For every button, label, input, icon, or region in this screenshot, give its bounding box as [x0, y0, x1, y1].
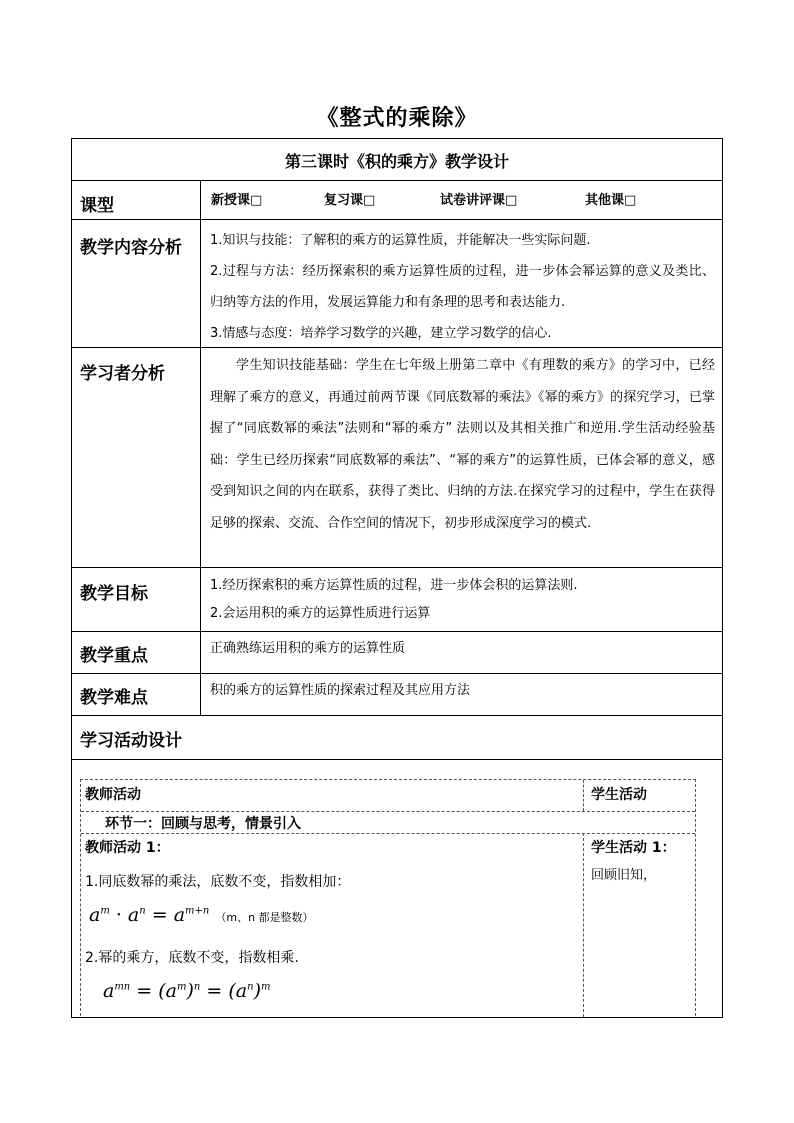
row-divider — [72, 673, 722, 674]
content-analysis-text — [210, 225, 715, 349]
lesson-type-exam: 试卷讲评课□ — [440, 193, 518, 208]
row-divider — [72, 715, 722, 716]
content-analysis-label: 教学内容分析 — [80, 238, 182, 258]
row-divider — [72, 631, 722, 632]
activity-divider — [81, 833, 695, 834]
formula-1-note: （m、n 都是整数） — [215, 911, 314, 924]
review-item-2: 2.幂的乘方，底数不变，指数相乘. — [85, 950, 299, 966]
row-divider — [72, 567, 722, 568]
activity-divider — [81, 811, 695, 812]
activity-column-divider — [583, 833, 584, 1017]
lesson-type-new: 新授课□ — [211, 193, 263, 208]
column-divider — [200, 180, 201, 715]
content-item-1: 1.知识与技能：了解积的乘方的运算性质，并能解决一些实际问题. — [210, 233, 591, 248]
objective-item-1: 1.经历探索积的乘方运算性质的过程，进一步体会积的运算法则. — [210, 578, 578, 593]
teacher-activity-1-title: 教师活动 1： — [85, 840, 170, 856]
objective-item-2: 2.会运用积的乘方的运算性质进行运算 — [210, 606, 431, 621]
lesson-type-review: 复习课□ — [324, 193, 376, 208]
teacher-activity-header: 教师活动 — [85, 787, 141, 803]
objectives-text — [210, 572, 715, 628]
learner-analysis-label: 学习者分析 — [80, 364, 165, 384]
student-activity-1-note: 回顾旧知， — [591, 868, 657, 883]
student-activity-1-title: 学生活动 1： — [591, 840, 676, 856]
row-divider — [72, 180, 722, 181]
key-point-label: 教学重点 — [80, 646, 148, 666]
objectives-label: 教学目标 — [80, 584, 148, 604]
activity-design-label: 学习活动设计 — [80, 731, 182, 751]
lesson-type-label: 课型 — [80, 196, 114, 216]
lesson-plan-table — [71, 138, 723, 1018]
row-divider — [72, 219, 722, 220]
difficulty-label: 教学难点 — [80, 688, 148, 708]
content-item-2: 2.过程与方法：经历探索积的乘方运算性质的过程，进一步体会幂运算的意义及类比、归纳等方法的作用，发展运算能力和有条理的思考和表达能力. — [210, 264, 715, 310]
student-activity-header: 学生活动 — [591, 787, 647, 803]
lesson-subtitle: 第三课时《积的乘方》教学设计 — [284, 152, 509, 171]
key-point-text: 正确熟练运用积的乘方的运算性质 — [210, 641, 406, 656]
difficulty-text: 积的乘方的运算性质的探索过程及其应用方法 — [210, 683, 471, 698]
formula-power-of-power: $a^{mn} = (a^m)^n = (a^n)^m$ — [103, 980, 271, 1002]
formula-same-base-multiplication: $a^m \cdot a^n = a^{m+n}$ （m、n 都是整数） — [89, 904, 314, 926]
activity-table — [80, 779, 696, 1016]
review-item-1: 1.同底数幂的乘法，底数不变，指数相加： — [85, 874, 351, 890]
learner-analysis-text: 学生知识技能基础：学生在七年级上册第二章中《有理数的乘方》的学习中，已经理解了乘方的意义，再通过前两节课《同底数幂的乘法》《幂的乘方》的探究学习，已掌握了“同底数幂的乘法”法则和“幂的乘方” 法则以及其相关推广和逆用.学生活动经验基础：学生已经历探索“同底数幂的乘法”、“幂的乘方”的运算性质，已体会幂的意义，感受到知识之间的内在联系，获得了类比、归纳的方法.在探究学习的过程中，学生在获得足够的探索、交流、合作空间的情况下，初步形成深度学习的模式. — [210, 358, 715, 531]
lesson-type-other: 其他课□ — [585, 193, 637, 208]
segment-1-title: 环节一：回顾与思考，情景引入 — [105, 816, 301, 832]
content-item-3: 3.情感与态度：培养学习数学的兴趣，建立学习数学的信心. — [210, 326, 552, 341]
row-divider — [72, 759, 722, 760]
activity-column-divider — [583, 780, 584, 811]
document-title: 《整式的乘除》 — [316, 106, 478, 131]
